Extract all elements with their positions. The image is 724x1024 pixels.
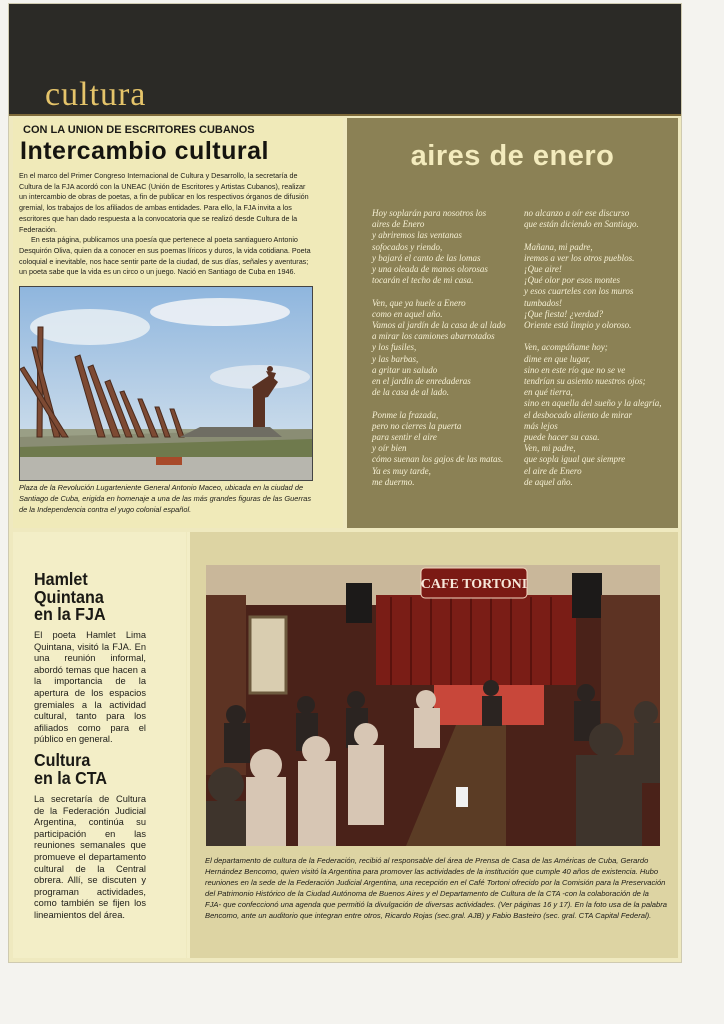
poem-line: iremos a ver los otros pueblos. bbox=[524, 252, 635, 263]
poem-line: ¡Que fiesta! ¿verdad? bbox=[524, 308, 604, 319]
hamlet-heading-line: Hamlet bbox=[34, 569, 88, 589]
event-caption: El departamento de cultura de la Federación, recibió al responsable del área de Prensa de Casa de las Américas de Cuba, Gerardo Hernández Bencomo, quien visitó la Argentina para promover las actividades de la institución que cumple 40 años de existencia. Hubo reuniones en la sede de la Federación Judicial Argentina, una recepción en el Café Tortoni ofrecido por la Comisión para la Preservación del Patrimonio Histórico de la Ciudad Autónoma de Buenos Aires y el Departamento de Cultura de la CTA -con la colaboración de la FJA- que confeccionó una agenda que permitió la divulgación de diversas actividades. (Ver páginas 16 y 17). En la foto usa de la palabra Bencomo, ante un auditorio que integran entre otros, Ricardo Rojas (sec.gral. AJB) y Fabio Basteiro (sec. gral. CTA Capital Federal). bbox=[205, 856, 667, 920]
poem-line: Hoy soplarán para nosotros los bbox=[372, 208, 487, 218]
poem-line: Ya es muy tarde, bbox=[372, 465, 431, 476]
article-paragraph: En el marco del Primer Congreso Internacional de Cultura y Desarrollo, la secretaría de Cultura de la FJA acordó con la UNEAC (Unión de Escritores y Artistas Cubanos), realizar un intercambio de obras de poetas, a fin de publicar en los respectivos órganos de difusión gremial, los trabajos de los afiliados de ambas entidades. Para ello, la FJA invita a los escritores que han dado respuesta a la convocatoria que se realizó desde Cultura de la Federación. bbox=[19, 171, 309, 234]
monument-caption: Plaza de la Revolución Lugarteniente General Antonio Maceo, ubicada en la ciudad de Santiago de Cuba, erigida en homenaje a una de las más grandes figuras de las Guerras de la Independencia contra el yugo colonial español. bbox=[19, 483, 312, 514]
poem-line: Ponme la frazada, bbox=[372, 409, 439, 420]
poem-line: pero no cierres la puerta bbox=[372, 420, 462, 431]
hamlet-body: El poeta Hamlet Lima Quintana, visitó la FJA. En una reunión informal, abordó temas que hacen a la importancia de la apertura de los espacios gremiales a la actividad cultural, tanto para los afiliados como para el público en general. bbox=[34, 630, 146, 745]
poem-line: para sentir el aire bbox=[372, 432, 437, 443]
cafe-tortoni-photo bbox=[206, 565, 660, 846]
poem-line: a gritar un saludo bbox=[372, 364, 438, 375]
poem-line: y abriremos las ventanas bbox=[372, 230, 462, 241]
article-headline: Intercambio cultural bbox=[20, 137, 269, 165]
poem-line: más lejos bbox=[524, 420, 558, 431]
poem-line: como en aquel año. bbox=[372, 308, 443, 319]
poem-line: que sopla igual que siempre bbox=[524, 454, 626, 465]
article-paragraph: En esta página, publicamos una poesía que pertenece al poeta santiaguero Antonio Desquirón Oliva, quien da a conocer en sus poemas líricos y duros, la vida cotidiana. Poeta coloquial e inevitable, nos hace sentir parte de la ciudad, de sus días, señales y aventuras; un poeta sabe que la vida es un circo o un juego. Nació en Santiago de Cuba en 1946. bbox=[19, 235, 311, 277]
poem-line: Ven, que ya huele a Enero bbox=[372, 297, 466, 308]
poem-line: sino en este río que no se ve bbox=[524, 364, 626, 375]
hamlet-heading-line: en la FJA bbox=[34, 604, 106, 624]
poem-line: sofocados y riendo, bbox=[372, 241, 443, 252]
poem-line: de aquel año. bbox=[524, 476, 573, 487]
poem-line: sino en aquella del sueño y la alegría, bbox=[524, 398, 662, 409]
poem-line: tumbados! bbox=[524, 297, 562, 308]
stanza-break bbox=[524, 230, 661, 241]
poem-line: tocarán el techo de mi casa. bbox=[372, 275, 474, 286]
article-body bbox=[19, 171, 312, 278]
cta-heading-line: en la CTA bbox=[34, 767, 108, 788]
poem-line: Oriente está limpio y oloroso. bbox=[524, 320, 632, 331]
poem-line: cómo suenan los gajos de las matas. bbox=[372, 454, 504, 465]
poem-line: a mirar los camiones abarrotados bbox=[372, 331, 495, 342]
section-title: cultura bbox=[45, 76, 147, 113]
poem-line: en qué tierra, bbox=[524, 387, 573, 398]
stanza-break bbox=[372, 286, 506, 297]
poem-line: en el jardín de enredaderas bbox=[372, 376, 471, 387]
poem-line: y bajará el canto de las lomas bbox=[372, 252, 481, 263]
poem-title: aires de enero bbox=[410, 140, 615, 172]
hamlet-heading bbox=[34, 571, 106, 624]
poem-line: Ven, acompáñame hoy; bbox=[524, 342, 608, 353]
poem-line: tendrían su asiento nuestros ojos; bbox=[524, 376, 646, 387]
poem-line: dime en que lugar, bbox=[524, 353, 591, 364]
poem-line: ¡Que aire! bbox=[524, 264, 562, 274]
poem-line: de la casa de al lado. bbox=[372, 387, 449, 398]
article-kicker: CON LA UNION DE ESCRITORES CUBANOS bbox=[23, 124, 255, 136]
poem-line: Vamos al jardín de la casa de al lado bbox=[372, 320, 506, 331]
hamlet-heading-line: Quintana bbox=[34, 586, 104, 607]
section-rule bbox=[9, 114, 681, 116]
poem-line: Ven, mi padre, bbox=[524, 443, 576, 454]
poem-column-left bbox=[372, 208, 506, 488]
stanza-break bbox=[372, 398, 506, 409]
poem-line: y los fusiles, bbox=[372, 342, 417, 353]
poem-line: Mañana, mi padre, bbox=[524, 241, 593, 252]
poem-column-right bbox=[524, 208, 661, 488]
poem-line: el aire de Enero bbox=[524, 465, 582, 476]
poem-line: ¡Qué olor por esos montes bbox=[524, 275, 620, 286]
cafe-sign: CAFE TORTONI bbox=[420, 577, 528, 592]
poem-line: y una oleada de manos olorosas bbox=[372, 264, 488, 275]
cta-heading-line: Cultura bbox=[34, 750, 91, 770]
poem-line: y esos cuarteles con los muros bbox=[524, 286, 634, 297]
poem-line: y las barbas, bbox=[372, 353, 419, 364]
stanza-break bbox=[524, 331, 661, 342]
cta-body: La secretaría de Cultura de la Federación Judicial Argentina, continúa su participación en las reuniones semanales que promueve el departamento cultural de la Central obrera. Allí, se discuten y programan actividades, como también se fijen los lineamientos del área. bbox=[34, 794, 146, 920]
poem-line: que están diciendo en Santiago. bbox=[524, 219, 639, 230]
poem-line: aires de Enero bbox=[372, 219, 425, 230]
poem-line: y oír bien bbox=[372, 443, 407, 454]
monument-photo bbox=[19, 286, 313, 481]
poem-line: me duermo. bbox=[372, 476, 415, 487]
cta-heading bbox=[34, 752, 107, 787]
poem-line: no alcanzo a oír ese discurso bbox=[524, 208, 630, 218]
poem-line: puede hacer su casa. bbox=[524, 432, 600, 443]
poem-line: el desbocado aliento de mirar bbox=[524, 409, 632, 420]
